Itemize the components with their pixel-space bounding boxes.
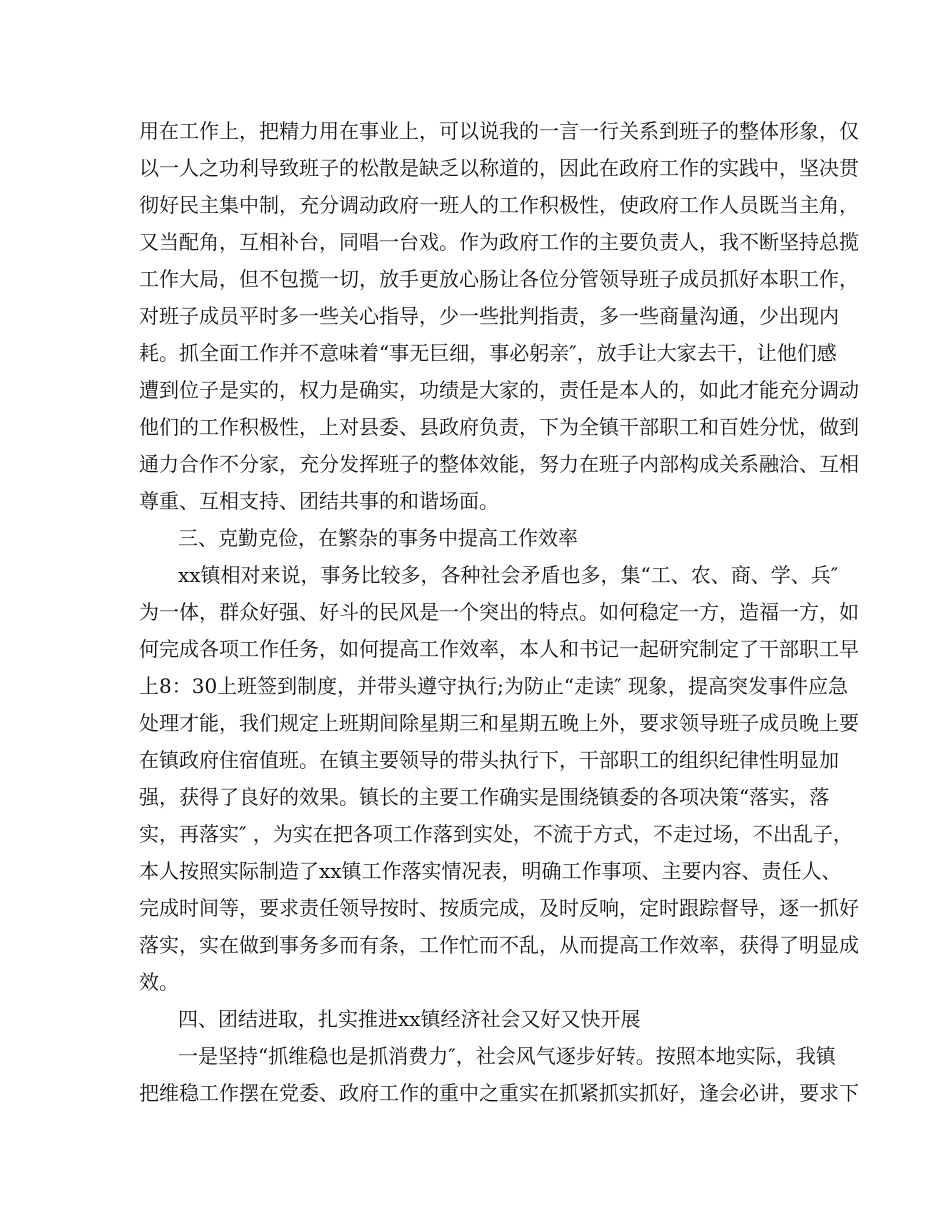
paragraph-first-line: xx镇相对来说，事务比较多，各种社会矛盾也多，集“工、农、商、学、兵″ [178,563,839,587]
section-heading-3: 三、克勤克俭，在繁杂的事务中提高工作效率 [178,526,578,550]
paragraph-end-line: 尊重、互相支持、团结共事的和谐场面。 [139,489,499,513]
text-line: 为一体，群众好强、好斗的民风是一个突出的特点。如何稳定一方，造福一方，如 [139,600,859,624]
text-line: 遭到位子是实的，权力是确实，功绩是大家的，责任是本人的，如此才能充分调动 [139,378,859,402]
text-line: 以一人之功利导致班子的松散是缺乏以称道的，因此在政府工作的实践中，坚决贯 [139,156,859,180]
text-line: 彻好民主集中制，充分调动政府一班人的工作积极性，使政府工作人员既当主角， [139,193,859,217]
text-line: 本人按照实际制造了xx镇工作落实情况表，明确工作事项、主要内容、责任人、 [139,859,842,883]
text-line: 处理才能，我们规定上班期间除星期三和星期五晚上外，要求领导班子成员晚上要 [139,711,859,735]
text-line: 用在工作上，把精力用在事业上，可以说我的一言一行关系到班子的整体形象，仅 [139,119,859,143]
paragraph-end-line: 效。 [139,970,179,994]
text-line: 通力合作不分家，充分发挥班子的整体效能，努力在班子内部构成关系融洽、互相 [139,452,859,476]
text-line: 落实，实在做到事务多而有条，工作忙而不乱，从而提高工作效率，获得了明显成 [139,933,859,957]
text-line: 完成时间等，要求责任领导按时、按质完成，及时反响，定时跟踪督导，逐一抓好 [139,896,859,920]
text-line: 上8：30上班签到制度，并带头遵守执行;为防止“走读″ 现象，提高突发事件应急 [139,674,848,698]
text-line: 何完成各项工作任务，如何提高工作效率，本人和书记一起研究制定了干部职工早 [139,637,859,661]
text-line: 耗。抓全面工作并不意味着“事无巨细，事必躬亲″，放手让大家去干，让他们感 [139,341,837,365]
paragraph-first-line: 一是坚持“抓维稳也是抓消费力″，社会风气逐步好转。按照本地实际，我镇 [178,1044,836,1068]
text-line: 工作大局，但不包揽一切，放手更放心肠让各位分管领导班子成员抓好本职工作， [139,267,859,291]
text-line: 他们的工作积极性，上对县委、县政府负责，下为全镇干部职工和百姓分忧，做到 [139,415,859,439]
text-line: 把维稳工作摆在党委、政府工作的重中之重实在抓紧抓实抓好，逢会必讲，要求下 [139,1081,859,1105]
text-line: 在镇政府住宿值班。在镇主要领导的带头执行下，干部职工的组织纪律性明显加 [139,748,839,772]
text-line: 强，获得了良好的效果。镇长的主要工作确实是围绕镇委的各项决策“落实，落 [139,785,830,809]
text-line: 又当配角，互相补台，同唱一台戏。作为政府工作的主要负责人，我不断坚持总揽 [139,230,859,254]
text-line: 实，再落实″ ，为实在把各项工作落到实处，不流于方式，不走过场，不出乱子， [139,822,853,846]
text-line: 对班子成员平时多一些关心指导，少一些批判指责，多一些商量沟通，少出现内 [139,304,839,328]
section-heading-4: 四、团结进取，扎实推进xx镇经济社会又好又快开展 [178,1007,641,1031]
